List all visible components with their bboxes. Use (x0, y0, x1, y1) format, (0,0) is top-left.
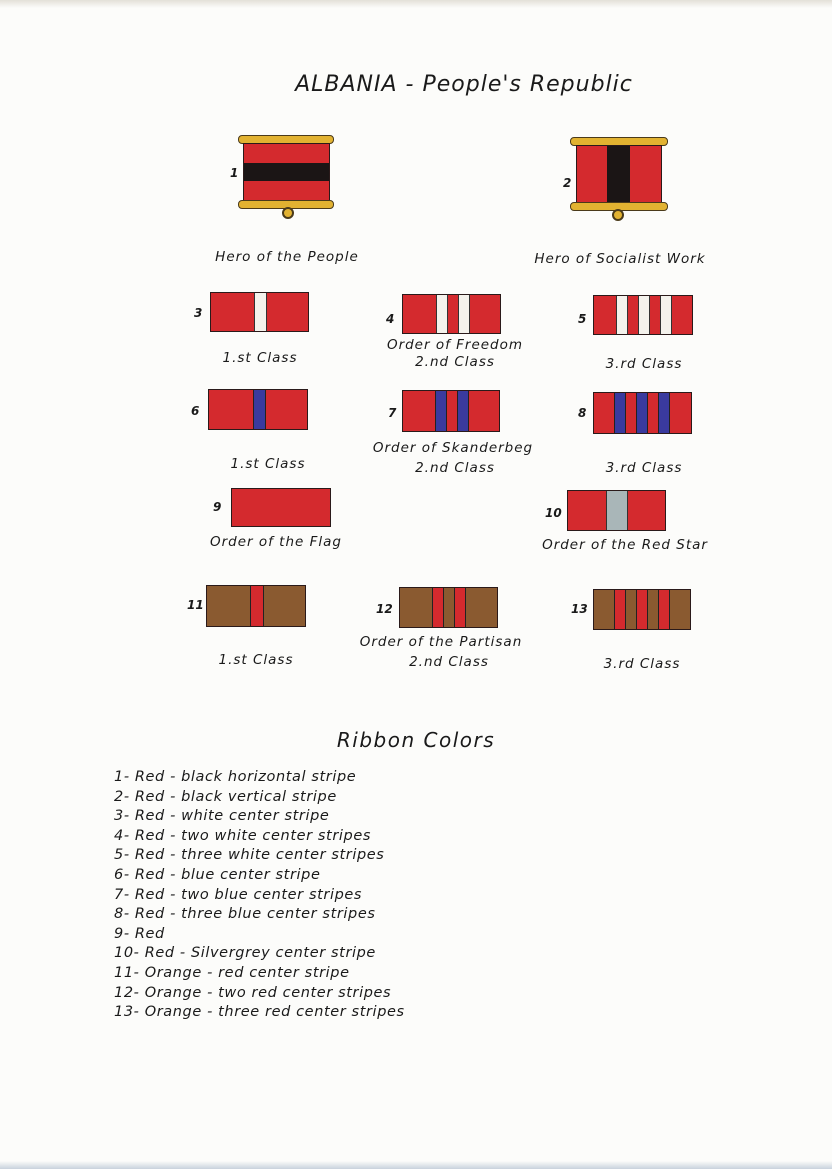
ribbon-colors-list (114, 768, 405, 1023)
ribbon-colors-heading: Ribbon Colors (336, 728, 496, 752)
medal-2-ribbon (576, 145, 662, 203)
ribbon-13-number: 13 (571, 602, 588, 616)
ribbon-10-number: 10 (545, 506, 562, 520)
ribbon-3-caption: 1.st Class (222, 350, 298, 366)
medal-1-suspension-ring (282, 207, 294, 219)
medal-2-caption: Hero of Socialist Work (534, 251, 706, 267)
ribbon-5-caption: 3.rd Class (605, 356, 683, 372)
medal-1-number: 1 (230, 166, 239, 180)
ribbon-8-number: 8 (578, 406, 587, 420)
ribbon-8-blue-stripe-1 (614, 393, 626, 433)
list-item: 12- Orange - two red center stripes (114, 984, 392, 1001)
list-item: 4- Red - two white center stripes (114, 827, 372, 844)
ribbon-5 (593, 295, 693, 335)
scan-edge-bottom (0, 1161, 832, 1169)
order-of-the-partisan-title: Order of the Partisan (359, 634, 523, 650)
ribbon-8 (593, 392, 692, 434)
ribbon-5-white-stripe-3 (660, 296, 672, 334)
list-item: 2- Red - black vertical stripe (114, 788, 337, 805)
ribbon-4 (402, 294, 501, 334)
ribbon-7 (402, 390, 500, 432)
medal-1-black-stripe (244, 163, 329, 181)
page-title: ALBANIA - People's Republic (295, 72, 633, 97)
list-item: 10- Red - Silvergrey center stripe (114, 945, 376, 962)
ribbon-8-blue-stripe-3 (658, 393, 670, 433)
medal-2-suspension-ring (612, 209, 624, 221)
ribbon-4-caption: 2.nd Class (415, 354, 495, 370)
ribbon-6-blue-stripe (253, 390, 266, 429)
ribbon-9 (231, 488, 331, 527)
ribbon-7-blue-stripe-2 (457, 391, 469, 431)
order-of-skanderbeg-title: Order of Skanderbeg (372, 440, 534, 456)
medal-1-ribbon (243, 143, 330, 201)
list-item: 9- Red (114, 925, 165, 942)
ribbon-11-red-stripe (250, 586, 264, 626)
ribbon-7-number: 7 (388, 406, 397, 420)
ribbon-4-number: 4 (386, 312, 395, 326)
ribbon-11-number: 11 (187, 598, 204, 612)
list-item: 1- Red - black horizontal stripe (114, 769, 357, 785)
ribbon-12 (399, 587, 498, 628)
ribbon-5-number: 5 (578, 312, 587, 326)
ribbon-4-white-stripe-1 (436, 295, 448, 333)
medal-1-caption: Hero of the People (215, 249, 359, 265)
ribbon-3 (210, 292, 309, 332)
ribbon-11 (206, 585, 306, 627)
ribbon-13-red-stripe-1 (614, 590, 626, 629)
ribbon-6-caption: 1.st Class (230, 456, 306, 472)
ribbon-7-caption: 2.nd Class (415, 460, 495, 476)
order-of-the-red-star-title: Order of the Red Star (542, 537, 708, 553)
ribbon-13-red-stripe-3 (658, 590, 670, 629)
ribbon-10 (567, 490, 666, 531)
order-of-freedom-title: Order of Freedom (386, 337, 524, 353)
list-item: 3- Red - white center stripe (114, 808, 330, 825)
ribbon-8-caption: 3.rd Class (605, 460, 683, 476)
ribbon-3-white-stripe (254, 293, 267, 331)
list-item: 8- Red - three blue center stripes (114, 906, 376, 923)
scan-edge-top (0, 0, 832, 8)
list-item: 11- Orange - red center stripe (114, 964, 350, 981)
ribbon-5-white-stripe-1 (616, 296, 628, 334)
ribbon-13 (593, 589, 691, 630)
ribbon-7-blue-stripe-1 (435, 391, 447, 431)
ribbon-12-red-stripe-1 (432, 588, 444, 627)
ribbon-12-caption: 2.nd Class (409, 654, 489, 670)
ribbon-6 (208, 389, 308, 430)
medal-2-black-stripe (607, 146, 630, 202)
ribbon-9-number: 9 (213, 500, 222, 514)
ribbon-12-red-stripe-2 (454, 588, 466, 627)
ribbon-6-number: 6 (191, 404, 200, 418)
list-item: 5- Red - three white center stripes (114, 847, 385, 864)
list-item: 6- Red - blue center stripe (114, 866, 321, 883)
ribbon-10-silvergrey-stripe (606, 491, 628, 530)
medal-2-number: 2 (563, 176, 572, 190)
ribbon-11-caption: 1.st Class (218, 652, 294, 668)
ribbon-12-number: 12 (376, 602, 393, 616)
ribbon-4-white-stripe-2 (458, 295, 470, 333)
ribbon-5-white-stripe-2 (638, 296, 650, 334)
ribbon-8-blue-stripe-2 (636, 393, 648, 433)
list-item: 7- Red - two blue center stripes (114, 886, 363, 903)
ribbon-3-number: 3 (194, 306, 203, 320)
ribbon-13-caption: 3.rd Class (603, 656, 681, 672)
list-item: 13- Orange - three red center stripes (114, 1004, 405, 1021)
order-of-the-flag-title: Order of the Flag (209, 534, 342, 550)
ribbon-13-red-stripe-2 (636, 590, 648, 629)
